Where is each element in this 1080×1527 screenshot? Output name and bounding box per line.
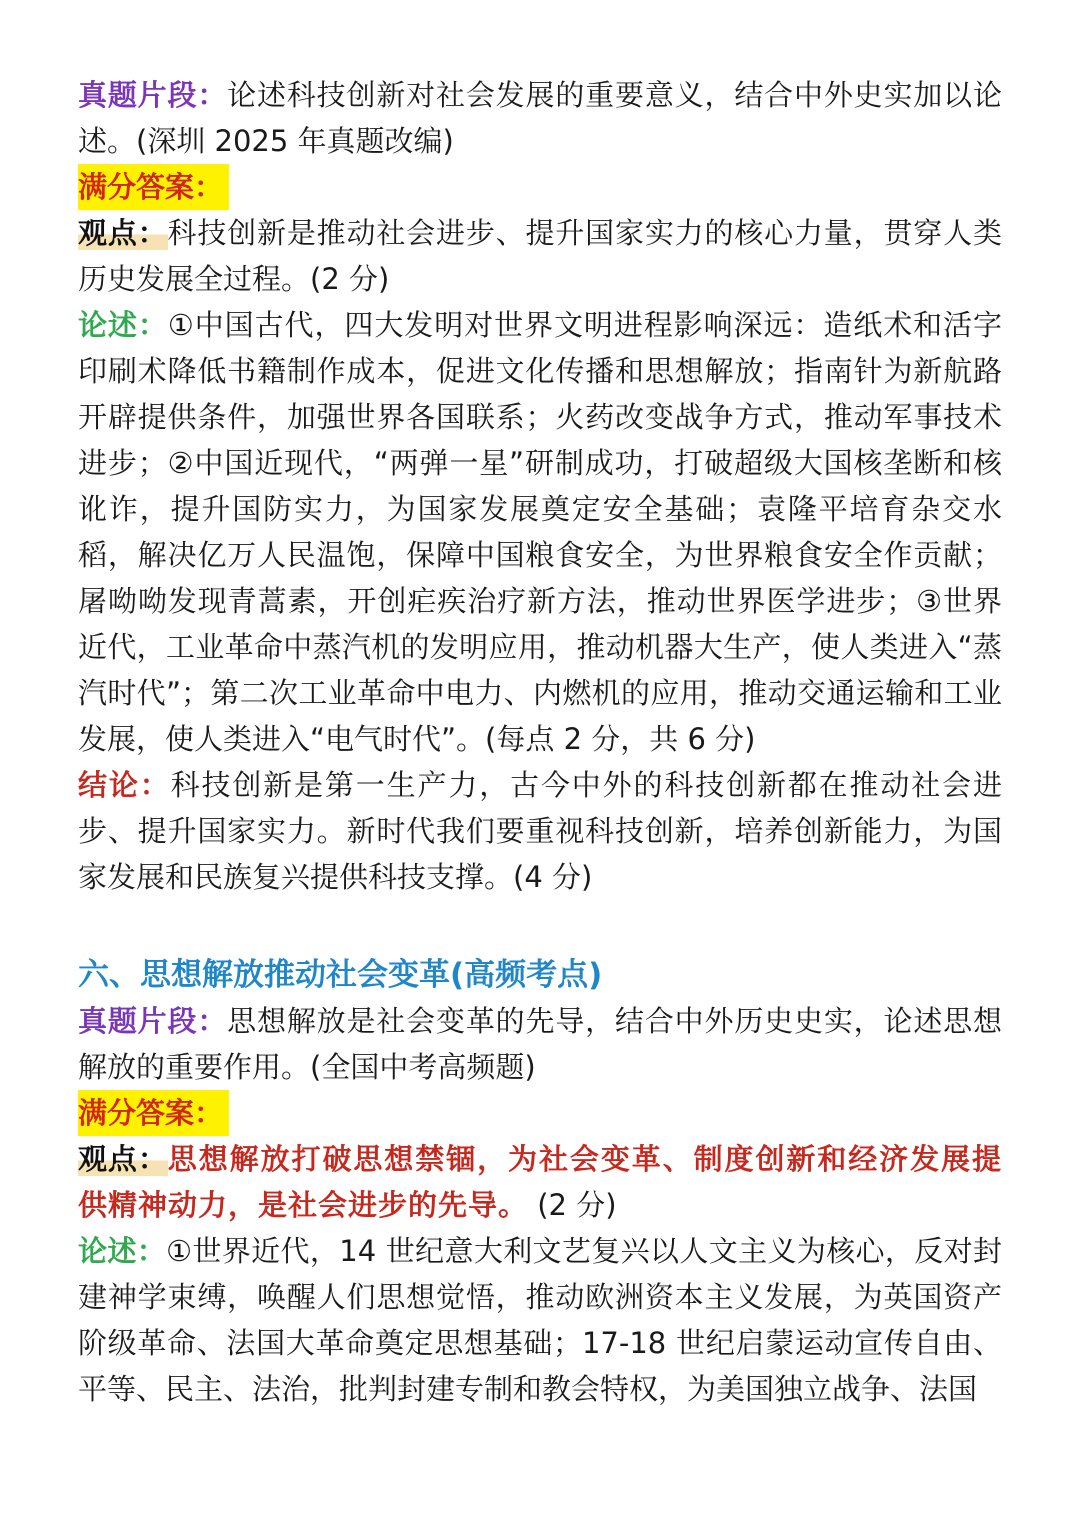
view-label: 观点： — [78, 1142, 168, 1176]
answer-tag: 满分答案： — [78, 164, 229, 210]
question-paragraph-1 — [78, 72, 1002, 164]
argument-text: ①世界近代，14 世纪意大利文艺复兴以人文主义为核心，反对封建神学束缚，唤醒人们思想觉悟，推动欧洲资本主义发展，为英国资产阶级革命、法国大革命奠定思想基础；17-18 世纪启蒙运动宣传自由、平等、民主、法治，批判封建专制和教会特权，为美国独立战争、法国 — [78, 1234, 1002, 1406]
argument-paragraph-2 — [78, 1228, 1002, 1412]
argument-paragraph-1 — [78, 302, 1002, 762]
answer-tag: 满分答案： — [78, 1090, 229, 1136]
view-paragraph-1 — [78, 210, 1002, 302]
argument-label: 论述： — [78, 308, 168, 342]
conclusion-paragraph-1 — [78, 762, 1002, 900]
argument-text: ①中国古代，四大发明对世界文明进程影响深远：造纸术和活字印刷术降低书籍制作成本，促进文化传播和思想解放；指南针为新航路开辟提供条件，加强世界各国联系；火药改变战争方式，推动军事技术进步；②中国近现代，“两弹一星”研制成功，打破超级大国核垄断和核讹诈，提升国防实力，为国家发展奠定安全基础；袁隆平培育杂交水稻，解决亿万人民温饱，保障中国粮食安全，为世界粮食安全作贡献；屠呦呦发现青蒿素，开创疟疾治疗新方法，推动世界医学进步；③世界近代，工业革命中蒸汽机的发明应用，推动机器大生产，使人类进入“蒸汽时代”；第二次工业革命中电力、内燃机的应用，推动交通运输和工业发展，使人类进入“电气时代”。(每点 2 分，共 6 分) — [78, 308, 1002, 756]
answer-tag-row-2 — [78, 1090, 1002, 1136]
answer-tag-row-1 — [78, 164, 1002, 210]
question-label: 真题片段： — [78, 78, 228, 112]
conclusion-text: 科技创新是第一生产力，古今中外的科技创新都在推动社会进步、提升国家实力。新时代我们要重视科技创新，培养创新能力，为国家发展和民族复兴提供科技支撑。(4 分) — [78, 768, 1002, 894]
question-paragraph-2 — [78, 998, 1002, 1090]
question-label: 真题片段： — [78, 1004, 228, 1038]
view-label: 观点： — [78, 216, 168, 250]
argument-label: 论述： — [78, 1234, 167, 1268]
view-text: 科技创新是推动社会进步、提升国家实力的核心力量，贯穿人类历史发展全过程。(2 分) — [78, 216, 1002, 296]
view-text-highlighted: 思想解放打破思想禁锢，为社会变革、制度创新和经济发展提供精神动力，是社会进步的先导。 — [78, 1142, 1002, 1222]
question-text: 思想解放是社会变革的先导，结合中外历史史实，论述思想解放的重要作用。(全国中考高频题) — [78, 1004, 1002, 1084]
section-title: 六、思想解放推动社会变革(高频考点) — [78, 957, 603, 993]
conclusion-label: 结论： — [78, 768, 171, 802]
view-score: (2 分) — [528, 1188, 617, 1222]
question-text: 论述科技创新对社会发展的重要意义，结合中外史实加以论述。(深圳 2025 年真题改编) — [78, 78, 1002, 158]
view-paragraph-2 — [78, 1136, 1002, 1228]
